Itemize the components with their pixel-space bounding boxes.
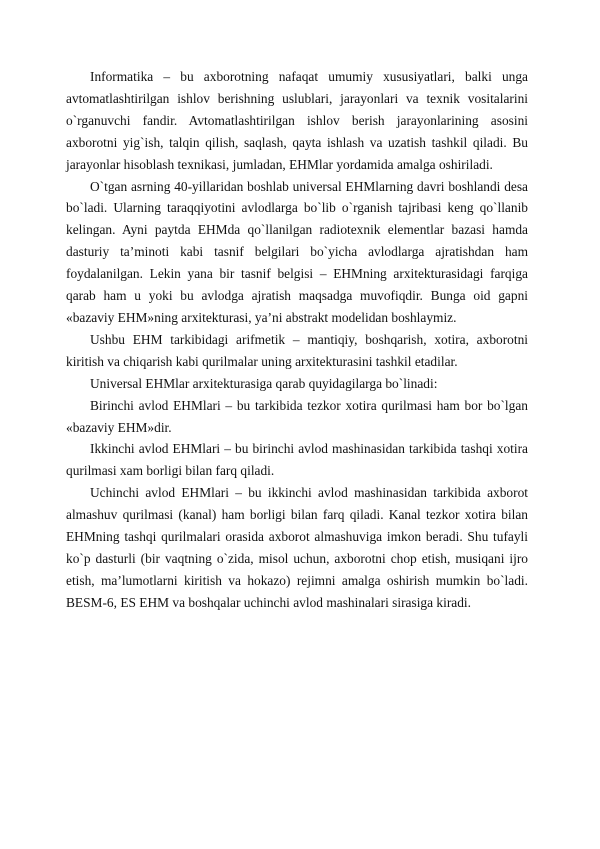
paragraph-base-architecture: Ushbu EHM tarkibidagi arifmetik – mantiqiy, boshqarish, xotira, axborotni kiritish va chiqarish kabi qurilmalar uning arxitekturasini tashkil etadilar.	[66, 331, 528, 369]
paragraph-second-generation: Ikkinchi avlod EHMlari – bu birinchi avlod mashinasidan tarkibida tashqi xotira qurilmasi xam borligi bilan farq qiladi.	[66, 441, 528, 479]
paragraph-informatika-definition: Informatika – bu axborotning nafaqat umumiy xususiyatlari, balki unga avtomatlashtirilgan ishlov berishning uslublari, jarayonlari va texnik vositalarini o`rganuvchi fandir. Avtomatlashtirilgan ishlov berish jarayonlarining asosini axborotni yig`ish, talqin qilish, saqlash, qayta ishlash va uzatish tashkil qiladi. Bu jarayonlar hisoblash texnikasi, jumladan, EHMlar yordamida amalga oshiriladi.	[66, 69, 528, 172]
paragraph-classification-intro: Universal EHMlar arxitekturasiga qarab quyidagilarga bo`linadi:	[90, 375, 438, 391]
paragraph-third-generation: Uchinchi avlod EHMlari – bu ikkinchi avlod mashinasidan tarkibida axborot almashuv qurilmasi (kanal) ham borligi bilan farq qiladi. Kanal tezkor xotira bilan EHMning tashqi qurilmalari orasida axborot almashuviga imkon beradi. Shu tufayli ko`p dasturli (bir vaqtning o`zida, misol uchun, axborotni chop etish, musiqani ijro etish, ma’lumotlarni kiritish va hokazo) rejimni amalga oshirish mumkin bo`ladi. BESM-6, ES EHM va boshqalar uchinchi avlod mashinalari sirasiga kiradi.	[66, 485, 528, 610]
paragraph-first-generation: Birinchi avlod EHMlari – bu tarkibida tezkor xotira qurilmasi ham bor bo`lgan «bazaviy EHM»dir.	[66, 397, 528, 435]
document-body	[66, 66, 528, 614]
paragraph-computer-generations: O`tgan asrning 40-yillaridan boshlab universal EHMlarning davri boshlandi desa bo`ladi. Ularning taraqqiyotini avlodlarga bo`lib o`rganish tajribasi keng qo`llanib kelingan. Ayni paytda EHMda qo`llanilgan radiotexnik elementlar bazasi hamda dasturiy ta’minoti kabi tasnif belgilari bo`yicha avlodlarga ajratishdan ham foydalanilgan. Lekin yana bir tasnif belgisi – EHMning arxitekturasidagi farqiga qarab ham u yoki bu avlodga ajratish maqsadga muvofiqdir. Bunga oid gapni «bazaviy EHM»ning arxitekturasi, ya’ni abstrakt modelidan boshlaymiz.	[66, 178, 528, 325]
